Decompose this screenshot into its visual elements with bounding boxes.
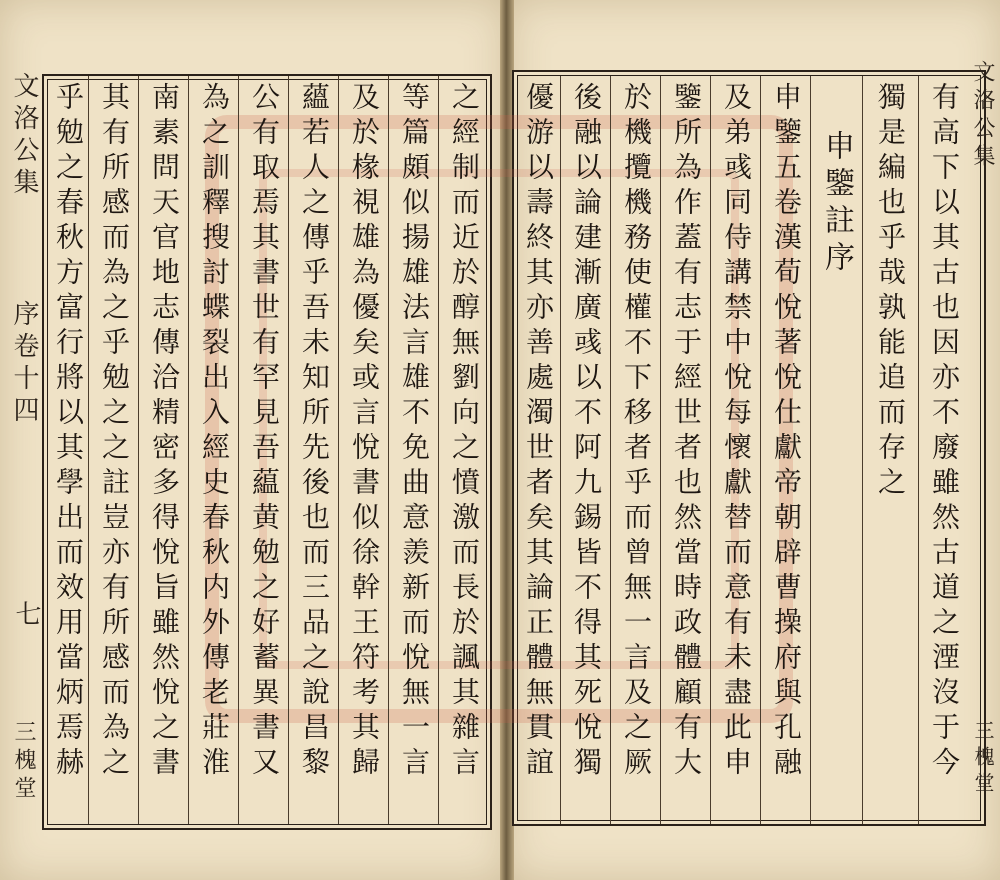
column-rule (610, 76, 611, 824)
left-column-7: 南素問天官地志傳洽精密多得悅旨雖然悅之書 (148, 82, 181, 782)
left-column-4: 蘊若人之傳乎吾未知所先後也而三品之說昌黎 (298, 82, 331, 782)
right-column-6: 鑒所為作蓋有志于經世者也然當時政體顧有大 (670, 82, 703, 782)
right-column-9: 優游以壽終其亦善處濁世者矣其論正體無貫誼 (522, 82, 555, 782)
left-column-2: 等篇頗似揚雄法言雄不免曲意羨新而悅無一言 (398, 82, 431, 782)
left-column-6: 為之訓釋搜討蝶裂出入經史春秋内外傳老莊淮 (198, 82, 231, 782)
column-rule (862, 76, 863, 824)
left-margin-leaf-number: 七 (11, 600, 41, 632)
column-rule (660, 76, 661, 824)
left-margin-volume: 序卷十四 (9, 300, 39, 428)
column-rule (388, 76, 389, 824)
column-rule (810, 76, 811, 824)
column-rule (438, 76, 439, 824)
column-rule (710, 76, 711, 824)
column-rule (188, 76, 189, 824)
left-margin-title: 文洛公集 (9, 72, 39, 200)
right-column-8: 後融以論建漸廣彧以不阿九錫皆不得其死悅獨 (570, 82, 603, 782)
right-column-1: 有高下以其古也因亦不廢雖然古道之湮沒于今 (928, 82, 961, 782)
left-column-9: 乎勉之春秋方富行將以其學出而效用當炳焉赫 (52, 82, 85, 782)
column-rule (338, 76, 339, 824)
left-column-3: 及於椽視雄為優矣或言悅書似徐幹王符考其歸 (348, 82, 381, 782)
right-column-5: 及弟彧同侍講禁中悅每懷獻替而意有未盡此申 (720, 82, 753, 782)
left-margin-foot: 三槐堂 (11, 720, 36, 804)
right-margin-foot: 三槐堂 (971, 720, 995, 798)
right-column-4: 申鑒五卷漢荀悅著悅仕獻帝朝辟曹操府與孔融 (770, 82, 803, 782)
column-rule (288, 76, 289, 824)
left-column-1: 之經制而近於醇無劉向之憤激而長於諷其雜言 (448, 82, 481, 782)
section-heading: 申鑒註序 (819, 130, 854, 278)
left-column-8: 其有所感而為之乎勉之之註豈亦有所感而為之 (98, 82, 131, 782)
left-column-5: 公有取焉其書世有罕見吾藴黄勉之好蓄異書又 (248, 82, 281, 782)
right-column-7: 於機攬機務使權不下移者乎而曾無一言及之厥 (620, 82, 653, 782)
right-margin-title: 文洛公集 (970, 60, 995, 172)
column-rule (138, 76, 139, 824)
column-rule (238, 76, 239, 824)
column-rule (760, 76, 761, 824)
column-rule (918, 76, 919, 824)
right-column-2: 獨是編也乎哉孰能追而存之 (874, 82, 907, 502)
